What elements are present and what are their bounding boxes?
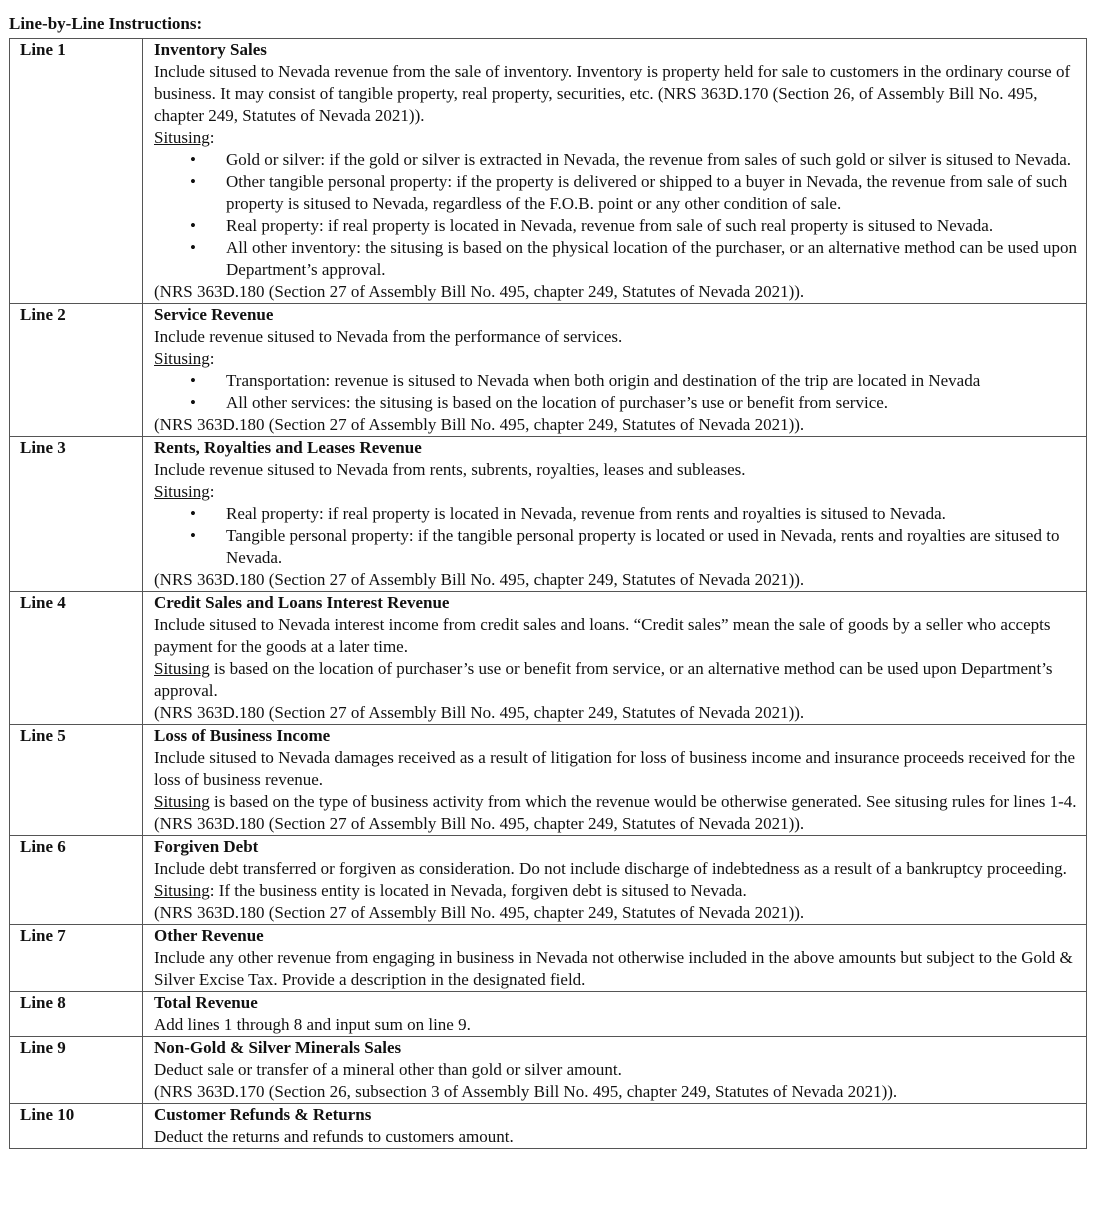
line-description — [143, 725, 1087, 836]
statute-citation: (NRS 363D.180 (Section 27 of Assembly Bill No. 495, chapter 249, Statutes of Nevada 2021)). — [154, 570, 805, 589]
line-title: Inventory Sales — [154, 40, 267, 59]
situsing-label: Situsing — [154, 128, 210, 147]
instruction-row — [10, 725, 1087, 836]
situsing-bullet-list — [154, 370, 1078, 414]
situsing-text: : — [209, 349, 215, 368]
situsing-text: : — [209, 482, 215, 501]
situsing-text: : If the business entity is located in Nevada, forgiven debt is sitused to Nevada. — [209, 881, 747, 900]
line-description — [143, 437, 1087, 592]
situsing-bullet: • Real property: if real property is located in Nevada, revenue from sale of such real property is sitused to Nevada. — [226, 215, 1078, 237]
line-description — [143, 925, 1087, 992]
situsing-label: Situsing — [154, 659, 210, 678]
line-intro: Deduct sale or transfer of a mineral other than gold or silver amount. — [154, 1060, 622, 1079]
situsing-text: : — [209, 128, 215, 147]
line-number: Line 6 — [10, 836, 143, 925]
line-intro: Include sitused to Nevada damages received as a result of litigation for loss of business income and insurance proceeds received for the loss of business revenue. — [154, 748, 1075, 789]
statute-citation: (NRS 363D.180 (Section 27 of Assembly Bill No. 495, chapter 249, Statutes of Nevada 2021)). — [154, 703, 805, 722]
line-description — [143, 304, 1087, 437]
situsing-bullet: • Gold or silver: if the gold or silver is extracted in Nevada, the revenue from sales of such gold or silver is sitused to Nevada. — [226, 149, 1078, 171]
situsing-bullet: • Tangible personal property: if the tangible personal property is located or used in Nevada, rents and royalties are sitused to Nevada. — [226, 525, 1078, 569]
line-title: Non-Gold & Silver Minerals Sales — [154, 1038, 402, 1057]
line-intro: Include revenue sitused to Nevada from the performance of services. — [154, 327, 623, 346]
situsing-bullet-list — [154, 149, 1078, 281]
line-number: Line 5 — [10, 725, 143, 836]
line-description — [143, 1104, 1087, 1149]
instruction-row — [10, 437, 1087, 592]
situsing-label: Situsing — [154, 482, 210, 501]
line-title: Credit Sales and Loans Interest Revenue — [154, 593, 450, 612]
line-description — [143, 836, 1087, 925]
line-number: Line 10 — [10, 1104, 143, 1149]
line-intro: Include revenue sitused to Nevada from rents, subrents, royalties, leases and subleases. — [154, 460, 746, 479]
line-description — [143, 992, 1087, 1037]
page-heading: Line-by-Line Instructions: — [9, 14, 203, 33]
instruction-row — [10, 1037, 1087, 1104]
situsing-text: is based on the type of business activity from which the revenue would be otherwise generated. See situsing rules for lines 1-4. — [209, 792, 1077, 811]
situsing-label: Situsing — [154, 792, 210, 811]
instruction-row — [10, 836, 1087, 925]
instruction-row — [10, 304, 1087, 437]
line-title: Rents, Royalties and Leases Revenue — [154, 438, 422, 457]
line-number: Line 4 — [10, 592, 143, 725]
situsing-bullet: • All other inventory: the situsing is based on the physical location of the purchaser, or an alternative method can be used upon Department’s approval. — [226, 237, 1078, 281]
line-number: Line 7 — [10, 925, 143, 992]
line-title: Service Revenue — [154, 305, 274, 324]
situsing-rule — [154, 348, 1078, 370]
line-description — [143, 592, 1087, 725]
line-title: Other Revenue — [154, 926, 264, 945]
situsing-bullet: • Real property: if real property is located in Nevada, revenue from rents and royalties is sitused to Nevada. — [226, 503, 1078, 525]
line-number: Line 9 — [10, 1037, 143, 1104]
situsing-bullet: • Other tangible personal property: if the property is delivered or shipped to a buyer in Nevada, the revenue from sale of such property is sitused to Nevada, regardless of the F.O.B. point or any other condition of sale. — [226, 171, 1078, 215]
line-number: Line 3 — [10, 437, 143, 592]
line-title: Loss of Business Income — [154, 726, 331, 745]
situsing-label: Situsing — [154, 881, 210, 900]
line-intro: Include any other revenue from engaging in business in Nevada not otherwise included in the above amounts but subject to the Gold & Silver Excise Tax. Provide a description in the designated field. — [154, 948, 1073, 989]
statute-citation: (NRS 363D.180 (Section 27 of Assembly Bill No. 495, chapter 249, Statutes of Nevada 2021)). — [154, 814, 805, 833]
situsing-bullet: • Transportation: revenue is sitused to Nevada when both origin and destination of the trip are located in Nevada — [226, 370, 1078, 392]
line-intro: Deduct the returns and refunds to customers amount. — [154, 1127, 514, 1146]
statute-citation: (NRS 363D.170 (Section 26, subsection 3 of Assembly Bill No. 495, chapter 249, Statutes of Nevada 2021)). — [154, 1082, 898, 1101]
instructions-table-body — [10, 39, 1087, 1149]
instruction-row — [10, 1104, 1087, 1149]
situsing-text: is based on the location of purchaser’s use or benefit from service, or an alternative method can be used upon Department’s approval. — [154, 659, 1053, 700]
instruction-row — [10, 39, 1087, 304]
line-number: Line 2 — [10, 304, 143, 437]
statute-citation: (NRS 363D.180 (Section 27 of Assembly Bill No. 495, chapter 249, Statutes of Nevada 2021)). — [154, 282, 805, 301]
situsing-bullet: • All other services: the situsing is based on the location of purchaser’s use or benefit from service. — [226, 392, 1078, 414]
situsing-label: Situsing — [154, 349, 210, 368]
situsing-rule — [154, 127, 1078, 149]
line-intro: Include sitused to Nevada revenue from the sale of inventory. Inventory is property held for sale to customers in the ordinary course of business. It may consist of tangible property, real property, securities, etc. (NRS 363D.170 (Section 26, of Assembly Bill No. 495, chapter 249, Statutes of Nevada 2021)). — [154, 62, 1071, 125]
situsing-bullet-list — [154, 503, 1078, 569]
situsing-rule — [154, 880, 1078, 902]
instructions-table — [9, 38, 1087, 1149]
line-title: Customer Refunds & Returns — [154, 1105, 372, 1124]
line-description — [143, 39, 1087, 304]
line-number: Line 8 — [10, 992, 143, 1037]
line-number: Line 1 — [10, 39, 143, 304]
instruction-row — [10, 992, 1087, 1037]
situsing-rule — [154, 658, 1078, 702]
line-title: Forgiven Debt — [154, 837, 259, 856]
statute-citation: (NRS 363D.180 (Section 27 of Assembly Bill No. 495, chapter 249, Statutes of Nevada 2021)). — [154, 903, 805, 922]
line-intro: Include sitused to Nevada interest income from credit sales and loans. “Credit sales” mean the sale of goods by a seller who accepts payment for the goods at a later time. — [154, 615, 1051, 656]
line-title: Total Revenue — [154, 993, 258, 1012]
instruction-row — [10, 925, 1087, 992]
line-intro: Add lines 1 through 8 and input sum on line 9. — [154, 1015, 471, 1034]
line-intro: Include debt transferred or forgiven as consideration. Do not include discharge of indebtedness as a result of a bankruptcy proceeding. — [154, 859, 1067, 878]
situsing-rule — [154, 791, 1078, 813]
situsing-rule — [154, 481, 1078, 503]
instruction-row — [10, 592, 1087, 725]
statute-citation: (NRS 363D.180 (Section 27 of Assembly Bill No. 495, chapter 249, Statutes of Nevada 2021)). — [154, 415, 805, 434]
line-description — [143, 1037, 1087, 1104]
